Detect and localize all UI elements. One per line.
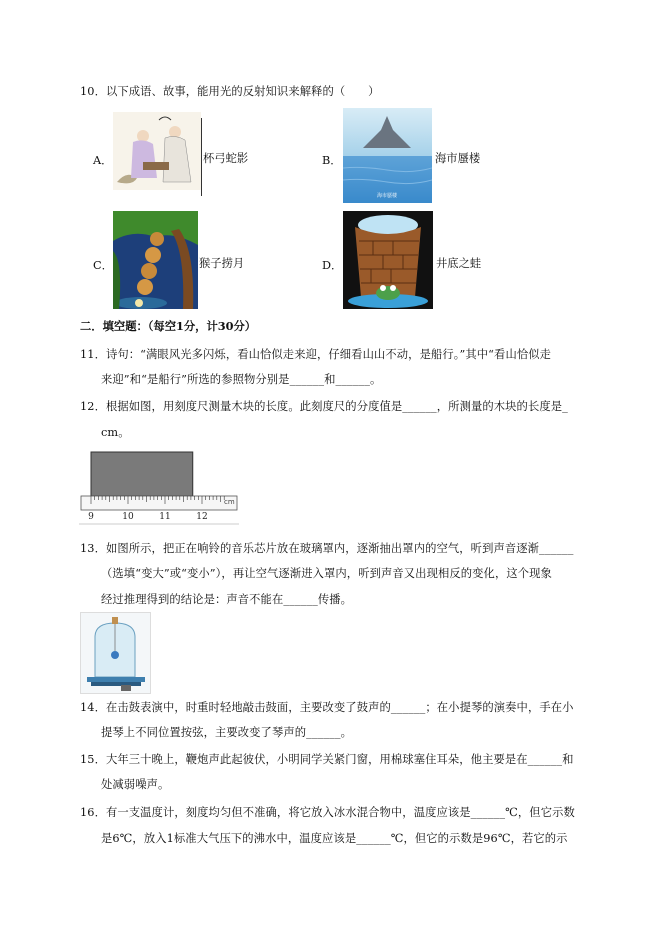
ruler-tick-label: 12 bbox=[196, 512, 208, 522]
question-11-line-1: 11．诗句：“满眼风光多闪烁，看山恰似走来迎，仔细看山山不动，是船行。”其中“看山恰似走 bbox=[80, 348, 552, 361]
option-a-label: 杯弓蛇影 bbox=[203, 152, 249, 165]
question-10-stem: 10．以下成语、故事，能用光的反射知识来解释的（ ） bbox=[80, 85, 380, 98]
question-13-line-3: 经过推理得到的结论是：声音不能在______传播。 bbox=[101, 593, 353, 606]
question-11-line-2: 来迎”和“是船行”所选的参照物分别是______和______。 bbox=[101, 373, 382, 386]
ruler-diagram bbox=[79, 446, 239, 528]
frog-in-well-illustration-icon bbox=[343, 211, 433, 309]
monkeys-in-tree-illustration-icon bbox=[113, 211, 198, 309]
question-15-line-2: 处减弱噪声。 bbox=[101, 778, 170, 791]
question-14-line-1: 14．在击鼓表演中，时重时轻地敲击鼓面，主要改变了鼓声的______；在小提琴的演奏中，手在小 bbox=[80, 701, 574, 714]
option-a-letter: A． bbox=[93, 154, 113, 167]
question-13-line-2: （选填“变大”或“变小”），再让空气逐渐进入罩内，听到声音又出现相反的变化，这个现象 bbox=[101, 567, 552, 580]
option-c-label: 猴子捞月 bbox=[199, 257, 245, 270]
option-c-image bbox=[113, 211, 198, 309]
mirage-castle-photo-icon bbox=[343, 108, 432, 203]
ruler-tick-labels bbox=[88, 512, 208, 522]
ruler-figure bbox=[79, 446, 239, 528]
question-16-line-1: 16．有一支温度计，刻度均匀但不准确，将它放入冰水混合物中，温度应该是______℃，但它示数 bbox=[80, 806, 575, 819]
option-b-letter: B． bbox=[322, 154, 342, 167]
option-d-image bbox=[343, 211, 433, 309]
option-c-letter: C． bbox=[93, 259, 113, 272]
ancient-figures-illustration-icon bbox=[113, 112, 201, 190]
ruler-tick-label: 11 bbox=[159, 512, 171, 522]
option-d-letter: D． bbox=[322, 259, 343, 272]
wood-block bbox=[91, 452, 193, 496]
question-12-line-1: 12．根据如图，用刻度尺测量木块的长度。此刻度尺的分度值是______，所测量的木块的长度是_ bbox=[80, 400, 568, 413]
option-b-image bbox=[343, 108, 432, 203]
ruler-unit-label: cm bbox=[224, 498, 235, 506]
question-16-line-2: 是6℃，放入1标准大气压下的沸水中，温度应该是______℃，但它的示数是96℃，若它的示 bbox=[101, 832, 568, 845]
option-b-label: 海市蜃楼 bbox=[435, 152, 481, 165]
bell-jar-image bbox=[80, 612, 151, 694]
question-14-line-2: 提琴上不同位置按弦，主要改变了琴声的______。 bbox=[101, 726, 353, 739]
option-a-image bbox=[113, 112, 201, 190]
ruler-tick-label: 9 bbox=[88, 512, 94, 522]
bell-jar-apparatus-icon bbox=[81, 613, 150, 693]
section-title: 二．填空题：（每空1分，计30分） bbox=[80, 319, 257, 333]
option-d-label: 井底之蛙 bbox=[436, 257, 482, 270]
question-15-line-1: 15．大年三十晚上，鞭炮声此起彼伏，小明同学关紧门窗，用棉球塞住耳朵，他主要是在______和 bbox=[80, 753, 574, 766]
ruler-body bbox=[81, 496, 237, 510]
ruler-tick-label: 10 bbox=[122, 512, 134, 522]
question-13-line-1: 13．如图所示，把正在响铃的音乐芯片放在玻璃罩内，逐渐抽出罩内的空气，听到声音逐渐______ bbox=[80, 542, 574, 555]
option-a-divider bbox=[201, 118, 202, 196]
mirage-caption: 海市蜃楼 bbox=[376, 193, 398, 199]
question-12-line-2: cm。 bbox=[101, 426, 130, 439]
